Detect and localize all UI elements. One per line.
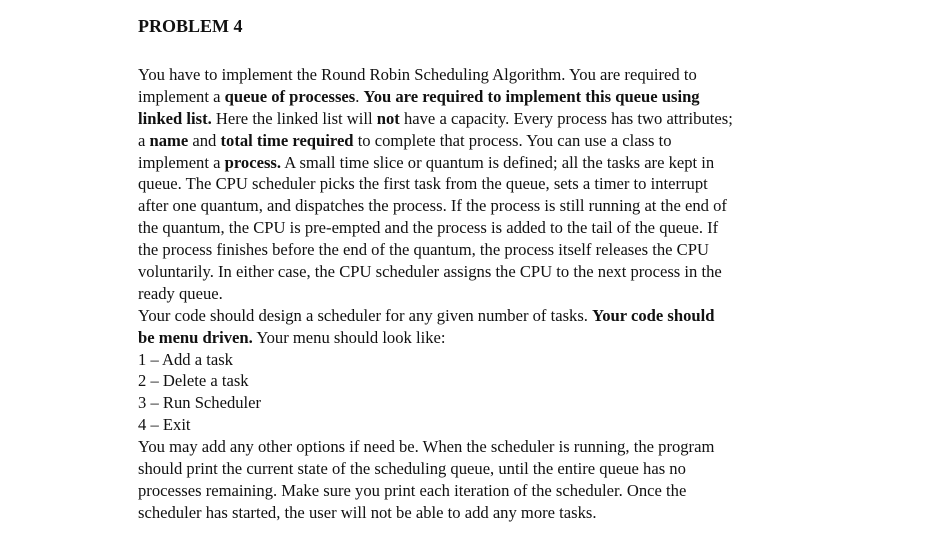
- text-run: 2 – Delete a task: [138, 371, 249, 391]
- text-line: [138, 458, 928, 480]
- text-line: [138, 239, 928, 261]
- text-line: [138, 305, 928, 327]
- text-run: should print the current state of the scheduling queue, until the entire queue has no: [138, 459, 686, 479]
- text-run: and: [188, 130, 221, 150]
- text-run: 1 – Add a task: [138, 349, 233, 369]
- text-run: Your menu should look like:: [252, 327, 446, 347]
- text-run: processes remaining. Make sure you print each iteration of the scheduler. Once the: [138, 480, 687, 500]
- text-line: [138, 480, 928, 502]
- text-line: [138, 349, 928, 371]
- text-run: voluntarily. In either case, the CPU scheduler assigns the CPU to the next process in the: [138, 262, 722, 282]
- bold-text-run: Your code should: [592, 305, 715, 325]
- text-line: [138, 86, 928, 108]
- text-line: [138, 217, 928, 239]
- text-line: [138, 195, 928, 217]
- problem-heading: PROBLEM 4: [138, 16, 243, 36]
- text-line: [138, 283, 928, 305]
- bold-text-run: queue of processes: [224, 86, 356, 106]
- text-run: the quantum, the CPU is pre-empted and the process is added to the tail of the queue. If: [138, 218, 719, 238]
- text-line: [138, 502, 928, 524]
- text-run: 4 – Exit: [138, 415, 191, 435]
- bold-text-run: process.: [224, 152, 282, 172]
- text-line: [138, 152, 928, 174]
- text-run: Here the linked list will: [211, 108, 377, 128]
- bold-text-run: total time required: [220, 130, 354, 150]
- text-line: [138, 173, 928, 195]
- text-run: scheduler has started, the user will not be able to add any more tasks.: [138, 502, 597, 522]
- text-run: queue. The CPU scheduler picks the first task from the queue, sets a timer to interrupt: [138, 174, 708, 194]
- text-run: 3 – Run Scheduler: [138, 393, 262, 413]
- text-run: A small time slice or quantum is defined; all the tasks are kept in: [281, 152, 715, 172]
- bold-text-run: not: [376, 108, 400, 128]
- text-line: [138, 370, 928, 392]
- text-run: You have to implement the Round Robin Scheduling Algorithm. You are required to: [138, 65, 697, 84]
- bold-text-run: linked list.: [138, 108, 212, 128]
- text-run: implement a: [138, 86, 225, 106]
- bold-text-run: name: [149, 130, 189, 150]
- text-line: [138, 414, 928, 436]
- problem-body: [138, 64, 928, 524]
- text-line: [138, 64, 928, 86]
- text-run: a: [138, 130, 150, 150]
- bold-text-run: be menu driven.: [138, 327, 253, 347]
- text-run: have a capacity. Every process has two attributes;: [399, 108, 733, 128]
- text-line: [138, 392, 928, 414]
- text-run: ready queue.: [138, 283, 223, 303]
- text-run: the process finishes before the end of the quantum, the process itself releases the CPU: [138, 240, 709, 260]
- text-line: [138, 436, 928, 458]
- text-run: .: [355, 86, 364, 106]
- text-line: [138, 108, 928, 130]
- text-line: [138, 261, 928, 283]
- text-run: after one quantum, and dispatches the process. If the process is still running at the end of: [138, 196, 727, 216]
- text-run: implement a: [138, 152, 225, 172]
- text-line: [138, 327, 928, 349]
- text-run: to complete that process. You can use a class to: [353, 130, 672, 150]
- text-line: [138, 130, 928, 152]
- bold-text-run: You are required to implement this queue using: [363, 86, 700, 106]
- text-run: Your code should design a scheduler for any given number of tasks.: [138, 305, 593, 325]
- text-run: You may add any other options if need be. When the scheduler is running, the program: [138, 437, 715, 457]
- document-page: [138, 14, 928, 524]
